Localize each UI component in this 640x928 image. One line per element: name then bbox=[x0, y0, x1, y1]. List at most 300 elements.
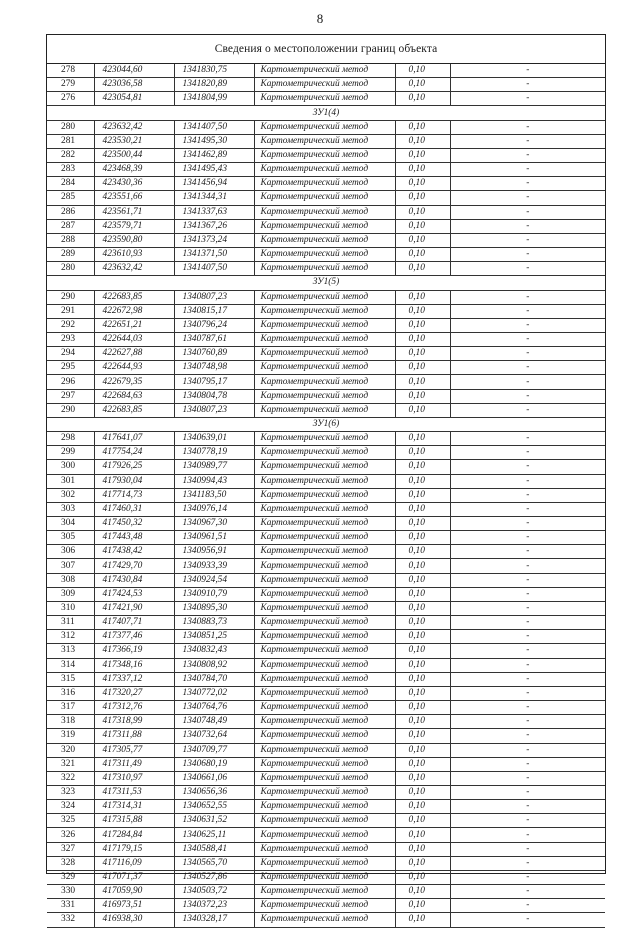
method-cell: Картометрический метод bbox=[254, 701, 395, 715]
table-row bbox=[47, 347, 605, 361]
table-row bbox=[47, 332, 605, 346]
method-cell: Картометрический метод bbox=[254, 644, 395, 658]
precision-cell: 0,10 bbox=[395, 148, 450, 162]
point-number-cell: 307 bbox=[47, 559, 94, 573]
precision-cell: 0,10 bbox=[395, 205, 450, 219]
method-cell: Картометрический метод bbox=[254, 446, 395, 460]
description-cell: - bbox=[450, 361, 605, 375]
table-row bbox=[47, 191, 605, 205]
table-row bbox=[47, 587, 605, 601]
precision-cell: 0,10 bbox=[395, 163, 450, 177]
method-cell: Картометрический метод bbox=[254, 630, 395, 644]
description-cell: - bbox=[450, 828, 605, 842]
x-coordinate-cell: 417116,09 bbox=[94, 856, 174, 870]
y-coordinate-cell: 1340661,06 bbox=[174, 771, 254, 785]
precision-cell: 0,10 bbox=[395, 177, 450, 191]
method-cell: Картометрический метод bbox=[254, 375, 395, 389]
section-header-row bbox=[47, 417, 605, 431]
method-cell: Картометрический метод bbox=[254, 389, 395, 403]
point-number-cell: 278 bbox=[47, 64, 94, 78]
method-cell: Картометрический метод bbox=[254, 870, 395, 884]
x-coordinate-cell: 417311,53 bbox=[94, 785, 174, 799]
table-row bbox=[47, 205, 605, 219]
x-coordinate-cell: 417377,46 bbox=[94, 630, 174, 644]
x-coordinate-cell: 423561,71 bbox=[94, 205, 174, 219]
description-cell: - bbox=[450, 446, 605, 460]
table-row bbox=[47, 92, 605, 106]
point-number-cell: 323 bbox=[47, 785, 94, 799]
y-coordinate-cell: 1340503,72 bbox=[174, 885, 254, 899]
y-coordinate-cell: 1341495,30 bbox=[174, 134, 254, 148]
method-cell: Картометрический метод bbox=[254, 191, 395, 205]
table-row bbox=[47, 233, 605, 247]
method-cell: Картометрический метод bbox=[254, 828, 395, 842]
x-coordinate-cell: 417311,88 bbox=[94, 729, 174, 743]
table-row bbox=[47, 545, 605, 559]
table-title: Сведения о местоположении границ объекта bbox=[47, 35, 605, 64]
y-coordinate-cell: 1340807,23 bbox=[174, 403, 254, 417]
description-cell: - bbox=[450, 460, 605, 474]
y-coordinate-cell: 1340631,52 bbox=[174, 814, 254, 828]
precision-cell: 0,10 bbox=[395, 389, 450, 403]
point-number-cell: 284 bbox=[47, 177, 94, 191]
method-cell: Картометрический метод bbox=[254, 318, 395, 332]
point-number-cell: 283 bbox=[47, 163, 94, 177]
point-number-cell: 328 bbox=[47, 856, 94, 870]
description-cell: - bbox=[450, 715, 605, 729]
x-coordinate-cell: 423579,71 bbox=[94, 219, 174, 233]
method-cell: Картометрический метод bbox=[254, 177, 395, 191]
point-number-cell: 299 bbox=[47, 446, 94, 460]
precision-cell: 0,10 bbox=[395, 248, 450, 262]
table-row bbox=[47, 757, 605, 771]
x-coordinate-cell: 417320,27 bbox=[94, 686, 174, 700]
precision-cell: 0,10 bbox=[395, 474, 450, 488]
precision-cell: 0,10 bbox=[395, 559, 450, 573]
description-cell: - bbox=[450, 630, 605, 644]
precision-cell: 0,10 bbox=[395, 304, 450, 318]
method-cell: Картометрический метод bbox=[254, 531, 395, 545]
description-cell: - bbox=[450, 488, 605, 502]
method-cell: Картометрический метод bbox=[254, 517, 395, 531]
precision-cell: 0,10 bbox=[395, 332, 450, 346]
point-number-cell: 289 bbox=[47, 248, 94, 262]
precision-cell: 0,10 bbox=[395, 842, 450, 856]
description-cell: - bbox=[450, 205, 605, 219]
precision-cell: 0,10 bbox=[395, 78, 450, 92]
x-coordinate-cell: 417366,19 bbox=[94, 644, 174, 658]
table-row bbox=[47, 559, 605, 573]
x-coordinate-cell: 423044,60 bbox=[94, 64, 174, 78]
x-coordinate-cell: 423036,58 bbox=[94, 78, 174, 92]
table-row bbox=[47, 148, 605, 162]
table-row bbox=[47, 715, 605, 729]
precision-cell: 0,10 bbox=[395, 403, 450, 417]
point-number-cell: 332 bbox=[47, 913, 94, 927]
x-coordinate-cell: 416938,30 bbox=[94, 913, 174, 927]
description-cell: - bbox=[450, 304, 605, 318]
point-number-cell: 329 bbox=[47, 870, 94, 884]
table-row bbox=[47, 630, 605, 644]
table-row bbox=[47, 743, 605, 757]
point-number-cell: 276 bbox=[47, 92, 94, 106]
precision-cell: 0,10 bbox=[395, 134, 450, 148]
y-coordinate-cell: 1341462,89 bbox=[174, 148, 254, 162]
y-coordinate-cell: 1341337,63 bbox=[174, 205, 254, 219]
point-number-cell: 325 bbox=[47, 814, 94, 828]
method-cell: Картометрический метод bbox=[254, 743, 395, 757]
method-cell: Картометрический метод bbox=[254, 814, 395, 828]
y-coordinate-cell: 1340527,86 bbox=[174, 870, 254, 884]
point-number-cell: 287 bbox=[47, 219, 94, 233]
point-number-cell: 300 bbox=[47, 460, 94, 474]
x-coordinate-cell: 423632,42 bbox=[94, 262, 174, 276]
method-cell: Картометрический метод bbox=[254, 304, 395, 318]
y-coordinate-cell: 1340625,11 bbox=[174, 828, 254, 842]
table-row bbox=[47, 601, 605, 615]
y-coordinate-cell: 1340680,19 bbox=[174, 757, 254, 771]
y-coordinate-cell: 1340772,02 bbox=[174, 686, 254, 700]
y-coordinate-cell: 1341373,24 bbox=[174, 233, 254, 247]
point-number-cell: 316 bbox=[47, 686, 94, 700]
x-coordinate-cell: 423551,66 bbox=[94, 191, 174, 205]
point-number-cell: 310 bbox=[47, 601, 94, 615]
point-number-cell: 296 bbox=[47, 375, 94, 389]
table-row bbox=[47, 913, 605, 927]
precision-cell: 0,10 bbox=[395, 644, 450, 658]
y-coordinate-cell: 1340764,76 bbox=[174, 701, 254, 715]
x-coordinate-cell: 422627,88 bbox=[94, 347, 174, 361]
x-coordinate-cell: 423530,21 bbox=[94, 134, 174, 148]
x-coordinate-cell: 422651,21 bbox=[94, 318, 174, 332]
description-cell: - bbox=[450, 134, 605, 148]
x-coordinate-cell: 417430,84 bbox=[94, 573, 174, 587]
description-cell: - bbox=[450, 92, 605, 106]
point-number-cell: 322 bbox=[47, 771, 94, 785]
y-coordinate-cell: 1340328,17 bbox=[174, 913, 254, 927]
point-number-cell: 280 bbox=[47, 120, 94, 134]
method-cell: Картометрический метод bbox=[254, 573, 395, 587]
method-cell: Картометрический метод bbox=[254, 842, 395, 856]
method-cell: Картометрический метод bbox=[254, 248, 395, 262]
x-coordinate-cell: 417754,24 bbox=[94, 446, 174, 460]
section-header-row bbox=[47, 276, 605, 290]
point-number-cell: 313 bbox=[47, 644, 94, 658]
point-number-cell: 298 bbox=[47, 432, 94, 446]
x-coordinate-cell: 422683,85 bbox=[94, 403, 174, 417]
precision-cell: 0,10 bbox=[395, 573, 450, 587]
point-number-cell: 315 bbox=[47, 672, 94, 686]
method-cell: Картометрический метод bbox=[254, 120, 395, 134]
table-row bbox=[47, 177, 605, 191]
precision-cell: 0,10 bbox=[395, 531, 450, 545]
description-cell: - bbox=[450, 885, 605, 899]
precision-cell: 0,10 bbox=[395, 517, 450, 531]
table-row bbox=[47, 502, 605, 516]
description-cell: - bbox=[450, 191, 605, 205]
section-label: ЗУ1(6) bbox=[47, 417, 605, 431]
description-cell: - bbox=[450, 120, 605, 134]
table-row bbox=[47, 375, 605, 389]
method-cell: Картометрический метод bbox=[254, 332, 395, 346]
description-cell: - bbox=[450, 177, 605, 191]
y-coordinate-cell: 1340565,70 bbox=[174, 856, 254, 870]
point-number-cell: 321 bbox=[47, 757, 94, 771]
y-coordinate-cell: 1340910,79 bbox=[174, 587, 254, 601]
precision-cell: 0,10 bbox=[395, 219, 450, 233]
description-cell: - bbox=[450, 318, 605, 332]
table-row bbox=[47, 870, 605, 884]
x-coordinate-cell: 417311,49 bbox=[94, 757, 174, 771]
description-cell: - bbox=[450, 814, 605, 828]
point-number-cell: 295 bbox=[47, 361, 94, 375]
precision-cell: 0,10 bbox=[395, 757, 450, 771]
description-cell: - bbox=[450, 785, 605, 799]
point-number-cell: 305 bbox=[47, 531, 94, 545]
table-row bbox=[47, 361, 605, 375]
y-coordinate-cell: 1341804,99 bbox=[174, 92, 254, 106]
precision-cell: 0,10 bbox=[395, 630, 450, 644]
point-number-cell: 318 bbox=[47, 715, 94, 729]
description-cell: - bbox=[450, 233, 605, 247]
method-cell: Картометрический метод bbox=[254, 474, 395, 488]
point-number-cell: 312 bbox=[47, 630, 94, 644]
y-coordinate-cell: 1340656,36 bbox=[174, 785, 254, 799]
method-cell: Картометрический метод bbox=[254, 361, 395, 375]
precision-cell: 0,10 bbox=[395, 290, 450, 304]
precision-cell: 0,10 bbox=[395, 488, 450, 502]
precision-cell: 0,10 bbox=[395, 375, 450, 389]
description-cell: - bbox=[450, 601, 605, 615]
precision-cell: 0,10 bbox=[395, 545, 450, 559]
method-cell: Картометрический метод bbox=[254, 488, 395, 502]
y-coordinate-cell: 1340961,51 bbox=[174, 531, 254, 545]
description-cell: - bbox=[450, 899, 605, 913]
y-coordinate-cell: 1340989,77 bbox=[174, 460, 254, 474]
point-number-cell: 317 bbox=[47, 701, 94, 715]
method-cell: Картометрический метод bbox=[254, 715, 395, 729]
method-cell: Картометрический метод bbox=[254, 233, 395, 247]
table-row bbox=[47, 856, 605, 870]
precision-cell: 0,10 bbox=[395, 856, 450, 870]
point-number-cell: 281 bbox=[47, 134, 94, 148]
y-coordinate-cell: 1341371,50 bbox=[174, 248, 254, 262]
coordinates-table-body bbox=[47, 64, 605, 927]
table-row bbox=[47, 290, 605, 304]
method-cell: Картометрический метод bbox=[254, 163, 395, 177]
method-cell: Картометрический метод bbox=[254, 347, 395, 361]
method-cell: Картометрический метод bbox=[254, 92, 395, 106]
description-cell: - bbox=[450, 573, 605, 587]
y-coordinate-cell: 1340639,01 bbox=[174, 432, 254, 446]
description-cell: - bbox=[450, 375, 605, 389]
x-coordinate-cell: 423610,93 bbox=[94, 248, 174, 262]
precision-cell: 0,10 bbox=[395, 616, 450, 630]
description-cell: - bbox=[450, 856, 605, 870]
x-coordinate-cell: 423590,80 bbox=[94, 233, 174, 247]
y-coordinate-cell: 1341456,94 bbox=[174, 177, 254, 191]
point-number-cell: 301 bbox=[47, 474, 94, 488]
precision-cell: 0,10 bbox=[395, 800, 450, 814]
table-row bbox=[47, 488, 605, 502]
table-row bbox=[47, 219, 605, 233]
description-cell: - bbox=[450, 332, 605, 346]
description-cell: - bbox=[450, 64, 605, 78]
precision-cell: 0,10 bbox=[395, 92, 450, 106]
x-coordinate-cell: 423500,44 bbox=[94, 148, 174, 162]
y-coordinate-cell: 1341344,31 bbox=[174, 191, 254, 205]
x-coordinate-cell: 422644,93 bbox=[94, 361, 174, 375]
precision-cell: 0,10 bbox=[395, 587, 450, 601]
x-coordinate-cell: 423054,81 bbox=[94, 92, 174, 106]
table-row bbox=[47, 460, 605, 474]
precision-cell: 0,10 bbox=[395, 729, 450, 743]
precision-cell: 0,10 bbox=[395, 658, 450, 672]
method-cell: Картометрический метод bbox=[254, 262, 395, 276]
description-cell: - bbox=[450, 531, 605, 545]
x-coordinate-cell: 417312,76 bbox=[94, 701, 174, 715]
precision-cell: 0,10 bbox=[395, 672, 450, 686]
y-coordinate-cell: 1340807,23 bbox=[174, 290, 254, 304]
method-cell: Картометрический метод bbox=[254, 800, 395, 814]
table-row bbox=[47, 616, 605, 630]
point-number-cell: 309 bbox=[47, 587, 94, 601]
section-label: ЗУ1(4) bbox=[47, 106, 605, 120]
point-number-cell: 288 bbox=[47, 233, 94, 247]
y-coordinate-cell: 1340760,89 bbox=[174, 347, 254, 361]
table-row bbox=[47, 828, 605, 842]
y-coordinate-cell: 1340832,43 bbox=[174, 644, 254, 658]
method-cell: Картометрический метод bbox=[254, 545, 395, 559]
table-row bbox=[47, 800, 605, 814]
description-cell: - bbox=[450, 587, 605, 601]
description-cell: - bbox=[450, 686, 605, 700]
precision-cell: 0,10 bbox=[395, 262, 450, 276]
description-cell: - bbox=[450, 517, 605, 531]
description-cell: - bbox=[450, 248, 605, 262]
description-cell: - bbox=[450, 800, 605, 814]
table-row bbox=[47, 432, 605, 446]
table-row bbox=[47, 262, 605, 276]
method-cell: Картометрический метод bbox=[254, 64, 395, 78]
x-coordinate-cell: 417348,16 bbox=[94, 658, 174, 672]
description-cell: - bbox=[450, 163, 605, 177]
precision-cell: 0,10 bbox=[395, 432, 450, 446]
x-coordinate-cell: 417641,07 bbox=[94, 432, 174, 446]
y-coordinate-cell: 1340748,49 bbox=[174, 715, 254, 729]
y-coordinate-cell: 1340933,39 bbox=[174, 559, 254, 573]
description-cell: - bbox=[450, 502, 605, 516]
description-cell: - bbox=[450, 771, 605, 785]
x-coordinate-cell: 422683,85 bbox=[94, 290, 174, 304]
y-coordinate-cell: 1340652,55 bbox=[174, 800, 254, 814]
precision-cell: 0,10 bbox=[395, 785, 450, 799]
point-number-cell: 286 bbox=[47, 205, 94, 219]
point-number-cell: 282 bbox=[47, 148, 94, 162]
description-cell: - bbox=[450, 913, 605, 927]
x-coordinate-cell: 417314,31 bbox=[94, 800, 174, 814]
point-number-cell: 294 bbox=[47, 347, 94, 361]
description-cell: - bbox=[450, 644, 605, 658]
description-cell: - bbox=[450, 389, 605, 403]
table-row bbox=[47, 134, 605, 148]
precision-cell: 0,10 bbox=[395, 120, 450, 134]
method-cell: Картометрический метод bbox=[254, 78, 395, 92]
x-coordinate-cell: 423430,36 bbox=[94, 177, 174, 191]
table-row bbox=[47, 814, 605, 828]
table-row bbox=[47, 899, 605, 913]
x-coordinate-cell: 417450,32 bbox=[94, 517, 174, 531]
x-coordinate-cell: 422644,03 bbox=[94, 332, 174, 346]
method-cell: Картометрический метод bbox=[254, 913, 395, 927]
precision-cell: 0,10 bbox=[395, 686, 450, 700]
precision-cell: 0,10 bbox=[395, 913, 450, 927]
precision-cell: 0,10 bbox=[395, 347, 450, 361]
table-row bbox=[47, 672, 605, 686]
table-row bbox=[47, 686, 605, 700]
point-number-cell: 290 bbox=[47, 403, 94, 417]
precision-cell: 0,10 bbox=[395, 814, 450, 828]
description-cell: - bbox=[450, 672, 605, 686]
section-label: ЗУ1(5) bbox=[47, 276, 605, 290]
point-number-cell: 279 bbox=[47, 78, 94, 92]
y-coordinate-cell: 1341495,43 bbox=[174, 163, 254, 177]
precision-cell: 0,10 bbox=[395, 870, 450, 884]
boundary-table-sheet bbox=[46, 34, 606, 925]
table-row bbox=[47, 531, 605, 545]
x-coordinate-cell: 417438,42 bbox=[94, 545, 174, 559]
table-row bbox=[47, 403, 605, 417]
y-coordinate-cell: 1341820,89 bbox=[174, 78, 254, 92]
method-cell: Картометрический метод bbox=[254, 771, 395, 785]
y-coordinate-cell: 1340967,30 bbox=[174, 517, 254, 531]
description-cell: - bbox=[450, 403, 605, 417]
table-row bbox=[47, 771, 605, 785]
table-row bbox=[47, 885, 605, 899]
table-row bbox=[47, 318, 605, 332]
x-coordinate-cell: 423632,42 bbox=[94, 120, 174, 134]
description-cell: - bbox=[450, 474, 605, 488]
method-cell: Картометрический метод bbox=[254, 785, 395, 799]
description-cell: - bbox=[450, 757, 605, 771]
x-coordinate-cell: 417318,99 bbox=[94, 715, 174, 729]
point-number-cell: 319 bbox=[47, 729, 94, 743]
x-coordinate-cell: 417284,84 bbox=[94, 828, 174, 842]
y-coordinate-cell: 1341367,26 bbox=[174, 219, 254, 233]
y-coordinate-cell: 1340804,78 bbox=[174, 389, 254, 403]
table-row bbox=[47, 78, 605, 92]
method-cell: Картометрический метод bbox=[254, 757, 395, 771]
description-cell: - bbox=[450, 347, 605, 361]
y-coordinate-cell: 1341830,75 bbox=[174, 64, 254, 78]
description-cell: - bbox=[450, 78, 605, 92]
method-cell: Картометрический метод bbox=[254, 601, 395, 615]
precision-cell: 0,10 bbox=[395, 601, 450, 615]
y-coordinate-cell: 1340883,73 bbox=[174, 616, 254, 630]
point-number-cell: 304 bbox=[47, 517, 94, 531]
x-coordinate-cell: 417059,90 bbox=[94, 885, 174, 899]
x-coordinate-cell: 417179,15 bbox=[94, 842, 174, 856]
method-cell: Картометрический метод bbox=[254, 205, 395, 219]
y-coordinate-cell: 1340976,14 bbox=[174, 502, 254, 516]
point-number-cell: 290 bbox=[47, 290, 94, 304]
x-coordinate-cell: 422679,35 bbox=[94, 375, 174, 389]
method-cell: Картометрический метод bbox=[254, 559, 395, 573]
method-cell: Картометрический метод bbox=[254, 672, 395, 686]
precision-cell: 0,10 bbox=[395, 64, 450, 78]
precision-cell: 0,10 bbox=[395, 233, 450, 247]
table-row bbox=[47, 64, 605, 78]
